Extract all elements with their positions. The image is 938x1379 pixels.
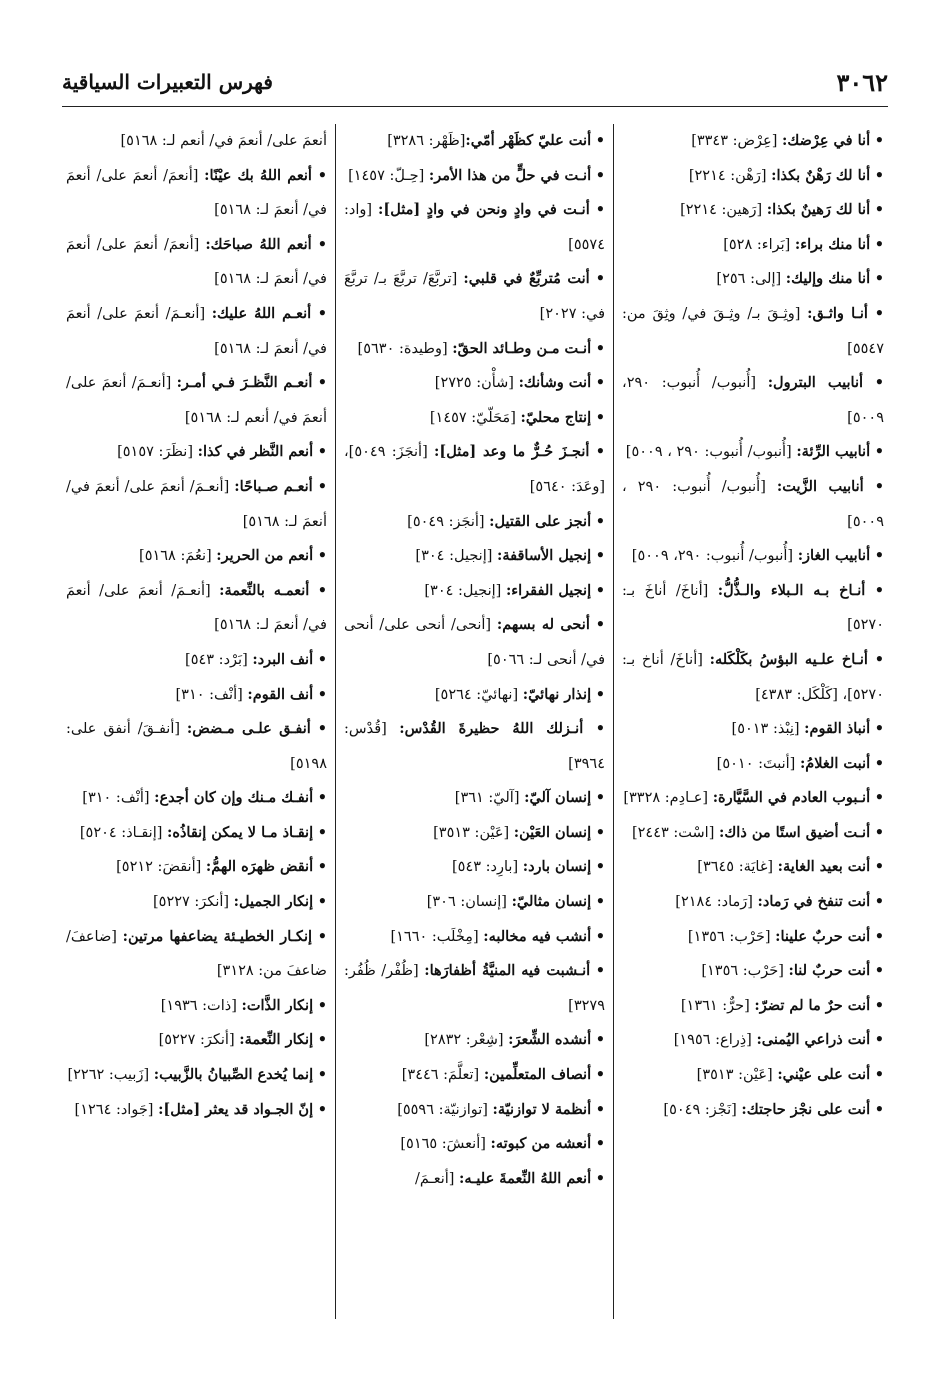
entry-bullet: • — [317, 789, 327, 807]
index-entry — [66, 1058, 327, 1093]
entry-bullet: • — [874, 166, 884, 184]
entry-reference: [أنفـقَ/ أنفق على: ٥١٩٨] — [66, 721, 327, 772]
entry-reference: [أناخَ/ أناخ بـ: ٥٢٧٠]، [كَلْكَل: ٤٣٨٣] — [622, 651, 884, 703]
index-entry — [622, 712, 884, 747]
entry-term: أنـشبت فيه المنيَّةُ أظفارَها: — [424, 962, 591, 980]
index-columns — [58, 124, 892, 1319]
entry-reference: [أنعشَ: ٥١٦٥] — [400, 1136, 491, 1153]
entry-term: إنذار نهائيّ: — [522, 685, 592, 703]
entry-term: أنعشه من كبوته: — [490, 1135, 592, 1153]
entry-term: أنقض ظهرَه الهمُّ: — [205, 858, 314, 876]
entry-bullet: • — [317, 166, 328, 184]
entry-reference: [إنجيل: ٣٠٤] — [424, 582, 506, 599]
entry-bullet: • — [595, 547, 605, 565]
entry-bullet: • — [595, 720, 605, 738]
entry-reference: أنعمَ على/ أنعمَ في/ أنعم لـ: ٥١٦٨] — [120, 133, 327, 149]
index-entry — [66, 470, 327, 539]
running-title: فهرس التعبيرات السياقية — [62, 70, 273, 94]
entry-reference: [وطيدة: ٥٦٣٠] — [357, 340, 453, 357]
index-entry — [344, 366, 605, 401]
entry-reference: [أنعمَ/ أنعمَ على/ أنعمَ في/ أنعمَ لـ: ٥١٦٨] — [66, 236, 327, 288]
entry-bullet: • — [874, 581, 885, 599]
entry-term: أنصاف المتعلِّمين: — [483, 1066, 592, 1084]
index-entry — [344, 816, 605, 851]
entry-term: أنت وشأنك: — [518, 374, 592, 392]
entry-reference: [أنجَزَ: ٥٠٤٩]، [وعَدَ: ٥٦٤٠] — [344, 444, 605, 495]
entry-reference: [أنْف: ٣١٠] — [175, 686, 248, 703]
entry-reference: [ضاعفَ/ ضاعفَ من: ٣١٢٨] — [66, 928, 327, 980]
entry-term: أنجـزَ حُـرٌّ ما وعد [مثل]: — [434, 443, 590, 461]
entry-term: أنت على نجْز حاجتك: — [741, 1100, 871, 1118]
index-entry — [622, 1023, 884, 1058]
entry-reference: [أُنبوب/ أُنبوب: ٢٩٠، ٥٠٠٩] — [631, 548, 798, 565]
index-entry — [622, 954, 884, 989]
index-entry — [622, 124, 884, 159]
index-entry — [344, 539, 605, 574]
entry-reference: [أنعمَ/ أنعمَ على/ أنعمَ في/ أنعمَ لـ: ٥١٦٨] — [66, 167, 327, 219]
entry-term: أنعـم النَّظـرَ فـي أمـر: — [176, 374, 313, 392]
index-entry — [66, 228, 327, 297]
index-entry — [66, 816, 327, 851]
index-entry — [344, 1058, 605, 1093]
index-entry — [344, 850, 605, 885]
entry-term: أنظمة لا توازنيّة: — [492, 1100, 592, 1118]
entry-term: أنشده الشِّعرَ: — [508, 1031, 592, 1049]
index-entry — [344, 781, 605, 816]
entry-term: أنا منك وإليك: — [785, 270, 871, 288]
index-entry — [66, 435, 327, 470]
entry-reference: [رَهين: ٢٢١٤] — [680, 202, 767, 219]
entry-term: أنا لك رَهْنٌ بكذا: — [771, 166, 871, 184]
entry-term: أنـت أضيق استًا من ذاك: — [718, 823, 871, 841]
entry-bullet: • — [317, 858, 327, 876]
entry-term: أنعم اللهُ صباحَك: — [205, 235, 312, 253]
entry-bullet: • — [595, 581, 605, 599]
entry-reference: [عَيْن: ٣٥١٣] — [433, 824, 514, 841]
entry-bullet: • — [874, 547, 884, 565]
entry-bullet: • — [595, 927, 605, 945]
index-entry — [622, 1058, 884, 1093]
entry-term: أنعم اللهُ بك عيْنًا: — [204, 166, 312, 184]
entry-bullet: • — [317, 927, 328, 945]
entry-term: أنشب فيه مخالبه: — [483, 927, 592, 945]
entry-reference: [حِـلّ: ١٤٥٧] — [348, 167, 429, 184]
entry-bullet: • — [317, 720, 328, 738]
entry-bullet: • — [874, 962, 884, 980]
entry-bullet: • — [595, 1031, 605, 1049]
entry-bullet: • — [874, 132, 884, 149]
index-entry — [66, 159, 327, 228]
entry-term: أنابيب الغاز: — [797, 547, 871, 565]
index-entry — [66, 850, 327, 885]
entry-bullet: • — [317, 547, 327, 565]
page-header — [62, 58, 888, 107]
entry-term: أنـزلك اللهُ حظيرةَ القُدْس: — [399, 720, 584, 738]
entry-reference: [بَراء: ٥٢٨] — [723, 236, 795, 253]
entry-bullet: • — [874, 1066, 884, 1084]
entry-reference: [إلى: ٢٥٦] — [716, 271, 786, 288]
entry-bullet: • — [874, 374, 884, 392]
entry-reference: [نعُمَ: ٥١٦٨] — [139, 548, 217, 565]
entry-reference: [ظُفْر/ ظُفُر: ٣٢٧٩] — [344, 963, 605, 1014]
entry-reference: [عـادِم: ٣٣٢٨] — [623, 790, 713, 807]
entry-term: أنابيب الرِّئة: — [796, 443, 871, 461]
index-entry — [66, 366, 327, 435]
entry-term: أنعـم صـباحًا: — [234, 477, 313, 495]
entry-reference: [عَيْن: ٣٥١٣] — [696, 1067, 778, 1084]
entry-term: أنت ذراعي اليُمنى: — [756, 1031, 871, 1049]
entry-bullet: • — [874, 477, 884, 495]
entry-bullet: • — [317, 235, 328, 253]
index-entry — [622, 228, 884, 263]
entry-reference: [أنعـمَ/ أنعمَ على/ أنعمَ في/ أنعمَ لـ: ٥١٦٨] — [66, 478, 327, 530]
entry-bullet: • — [874, 823, 884, 841]
entry-term: أنعم من الحرير: — [216, 547, 314, 565]
index-entry — [66, 989, 327, 1024]
entry-reference: [نِبْذ: ٥٠١٣] — [731, 721, 805, 738]
entry-term: أنف البرد: — [252, 650, 314, 668]
entry-term: أنـت في حلٍّ من هذا الأمر: — [428, 166, 592, 184]
index-entry — [622, 366, 884, 435]
entry-bullet: • — [595, 962, 606, 980]
entry-bullet: • — [595, 339, 605, 357]
entry-term: إنسان العَيْن: — [513, 823, 592, 841]
index-entry — [344, 401, 605, 436]
index-entry — [66, 1023, 327, 1058]
entry-term: أنفـك مـنك وإن كان أجدع: — [154, 789, 314, 807]
entry-reference: [شِعْر: ٢٨٣٢] — [424, 1032, 509, 1049]
entry-term: أنا منك براء: — [794, 235, 871, 253]
index-entry — [622, 920, 884, 955]
entry-bullet: • — [595, 512, 605, 530]
entry-term: أنفـق علـى مـضض: — [186, 720, 311, 738]
index-entry — [344, 574, 605, 609]
entry-term: أنـاخ بـه الـبلاء والـذُّلُّ: — [717, 581, 866, 599]
entry-term: إنسان آليّ: — [524, 789, 592, 807]
index-entry — [344, 608, 605, 677]
entry-bullet: • — [874, 650, 885, 668]
entry-reference: [أنكرَ: ٥٢٢٧] — [152, 894, 234, 911]
index-entry — [344, 332, 605, 367]
page-number: ٣٠٦٢ — [836, 67, 888, 97]
entry-term: أنباذ القوم: — [804, 720, 871, 738]
entry-bullet: • — [317, 1066, 327, 1084]
entry-bullet: • — [874, 927, 884, 945]
entry-bullet: • — [595, 132, 605, 149]
entry-reference: [ذات: ١٩٣٦] — [160, 997, 242, 1014]
entry-bullet: • — [317, 477, 327, 495]
index-entry — [622, 159, 884, 194]
index-entry — [622, 850, 884, 885]
entry-bullet: • — [595, 1135, 605, 1153]
index-entry — [622, 747, 884, 782]
entry-reference: [نظَرَ: ٥١٥٧] — [117, 444, 198, 461]
index-entry — [66, 781, 327, 816]
entry-term: إنكار الذَّات: — [241, 996, 314, 1014]
entry-term: أنجز على القتيل: — [489, 512, 592, 530]
entry-reference: [عِرْض: ٣٣٤٣] — [691, 133, 782, 149]
entry-bullet: • — [595, 1169, 605, 1187]
entry-term: أنابيب الزَّيت: — [776, 477, 864, 495]
entry-term: أنعم النَّظر في كذا: — [197, 443, 314, 461]
entry-bullet: • — [874, 304, 884, 322]
index-entry — [622, 297, 884, 366]
entry-reference: [نَجْز: ٥٠٤٩] — [663, 1101, 742, 1118]
entry-bullet: • — [595, 270, 606, 288]
entry-bullet: • — [874, 996, 884, 1014]
entry-bullet: • — [317, 823, 327, 841]
entry-bullet: • — [874, 1100, 884, 1118]
entry-term: أنعمـه بالنِّعمة: — [219, 581, 310, 599]
entry-bullet: • — [595, 858, 605, 876]
entry-term: أنت تنفخ في رَماد: — [757, 893, 871, 911]
entry-term: أنـت في وادٍ ونحن في وادٍ [مثل]: — [378, 201, 590, 219]
entry-reference: [أنْف: ٣١٠] — [82, 790, 155, 807]
entry-term: أنـاخ علـيه البؤسُ بكَلْكَله: — [709, 650, 868, 668]
entry-bullet: • — [595, 789, 605, 807]
entry-reference: [أناخَ/ أناخَ بـ: ٥٢٧٠] — [622, 582, 884, 634]
entry-reference: [رَماد: ٢١٨٤] — [675, 894, 758, 911]
index-entry — [622, 539, 884, 574]
entry-bullet: • — [874, 754, 884, 772]
entry-term: إنكار النِّعمة: — [239, 1031, 314, 1049]
entry-bullet: • — [595, 408, 605, 426]
entry-reference: [أنكرَ: ٥٢٢٧] — [158, 1032, 240, 1049]
entry-term: إنما يُخدع الصِّبيانُ بالزَّبيب: — [153, 1066, 314, 1084]
entry-bullet: • — [595, 443, 605, 461]
entry-reference: [أنحى/ أنحى على/ أنحى في/ أنحى لـ: ٥٠٦٦] — [344, 617, 605, 668]
entry-reference: [إنسان: ٣٠٦] — [426, 894, 512, 911]
entry-reference: [بَرْد: ٥٤٣] — [185, 651, 253, 668]
entry-bullet: • — [317, 650, 327, 668]
entry-term: أنابيب البترول: — [767, 374, 864, 392]
entry-bullet: • — [595, 685, 605, 703]
column-middle — [336, 124, 614, 1319]
entry-term: إنسان بارد: — [522, 858, 592, 876]
entry-reference: [مِخْلَب: ١٦٦٠] — [390, 928, 484, 945]
index-entry — [344, 124, 605, 159]
index-entry — [344, 1093, 605, 1128]
entry-reference: [آليّ: ٣٦١] — [454, 790, 525, 807]
entry-bullet: • — [317, 374, 327, 392]
index-entry — [66, 124, 327, 159]
entry-reference: [أنبتَ: ٥٠١٠] — [716, 755, 800, 772]
index-entry — [344, 1127, 605, 1162]
entry-reference: [مَحَلّيّ: ١٤٥٧] — [429, 409, 521, 426]
entry-term: أنت بعيد الغاية: — [777, 858, 871, 876]
entry-reference: [ذِراع: ١٩٥٦] — [673, 1032, 757, 1049]
entry-bullet: • — [874, 789, 884, 807]
entry-bullet: • — [317, 1100, 327, 1118]
entry-term: إنكـار الخطيـئة يضاعفها مرتين: — [122, 927, 313, 945]
entry-term: إنجيل الفقراء: — [505, 581, 592, 599]
index-entry — [344, 954, 605, 1023]
entry-bullet: • — [595, 1100, 605, 1118]
index-entry — [344, 1162, 605, 1197]
entry-term: أنـت مـن وطـائد الحقّ: — [452, 339, 592, 357]
entry-bullet: • — [317, 443, 327, 461]
entry-term: أنف القوم: — [247, 685, 314, 703]
entry-reference: [جَواد: ١٢٦٤] — [74, 1101, 159, 1118]
entry-reference: [أُنبوب/ أُنبوب: ٢٩٠، ٥٠٠٩] — [622, 375, 884, 426]
entry-term: إنجيل الأساقفة: — [497, 547, 592, 565]
entry-term: أنت حربٌ لنا: — [788, 962, 871, 980]
entry-bullet: • — [317, 893, 327, 911]
entry-reference: [وثِـقَ بـ/ وثِـقَ في/ وثِقَ من: ٥٥٤٧] — [622, 305, 884, 357]
entry-term: أنحى له بسهم: — [496, 616, 590, 634]
entry-term: أنت حرٌ ما لم تضرّ: — [754, 996, 871, 1014]
index-entry — [66, 643, 327, 678]
entry-reference: [أنعـمَ/ أنعمَ على/ أنعمَ في/ أنعم لـ: ٥١٦٨] — [66, 375, 327, 426]
entry-reference: [بارِد: ٥٤٣] — [451, 859, 523, 876]
entry-bullet: • — [317, 581, 327, 599]
entry-bullet: • — [874, 858, 884, 876]
entry-term: أنعـم اللهُ عليك: — [211, 304, 312, 322]
entry-reference: [إنجيل: ٣٠٤] — [415, 548, 498, 565]
entry-reference: [أنعـمَ/ أنعمَ على/ أنعمَ في/ أنعمَ لـ: ٥١٦٨] — [66, 582, 327, 634]
entry-reference: [حَرْب: ١٣٥٦] — [701, 963, 789, 980]
index-entry — [344, 712, 605, 781]
entry-reference: [حَرْب: ١٣٥٦] — [687, 928, 776, 945]
entry-reference: [ظَهْر: ٣٢٨٦] — [387, 133, 466, 149]
entry-reference: [أنقضَ: ٥٢١٢] — [116, 859, 206, 876]
entry-reference: [تعلَّمَ: ٣٤٤٦] — [401, 1067, 484, 1084]
entry-term: أنـا واثـق: — [807, 304, 868, 322]
entry-reference: [زَبيب: ٢٢٦٢] — [67, 1067, 154, 1084]
entry-reference: [اسْت: ٢٤٤٣] — [631, 824, 719, 841]
index-entry — [622, 1093, 884, 1128]
entry-term: أنـبوب العادم في السَّيَّارة: — [712, 789, 871, 807]
entry-bullet: • — [874, 893, 884, 911]
index-entry — [344, 678, 605, 713]
index-entry — [66, 574, 327, 643]
index-entry — [66, 539, 327, 574]
index-entry — [622, 643, 884, 712]
index-entry — [622, 885, 884, 920]
index-entry — [344, 159, 605, 194]
column-right — [614, 124, 892, 1319]
entry-term: أنبت الغلامُ: — [799, 754, 871, 772]
column-left — [58, 124, 336, 1319]
index-entry — [344, 262, 605, 331]
entry-term: إنكار الجميل: — [233, 893, 314, 911]
entry-reference: [نهائيّ: ٥٢٦٤] — [434, 686, 523, 703]
entry-reference: [شأْن: ٢٧٢٥] — [434, 375, 519, 392]
entry-bullet: • — [595, 201, 606, 219]
index-entry — [344, 435, 605, 504]
index-entry — [622, 470, 884, 539]
entry-reference: [إنقـاذ: ٥٢٠٤] — [79, 824, 167, 841]
index-entry — [622, 781, 884, 816]
entry-reference: [أُنبوب/ أُنبوب: ٢٩٠ ، ٥٠٠٩] — [622, 478, 884, 530]
entry-bullet: • — [874, 1031, 884, 1049]
entry-bullet: • — [317, 304, 328, 322]
entry-bullet: • — [595, 823, 605, 841]
entry-reference: [رَهْن: ٢٢١٤] — [688, 167, 772, 184]
index-entry — [622, 816, 884, 851]
entry-bullet: • — [874, 235, 884, 253]
entry-term: أنا في عِرْضك: — [781, 132, 871, 149]
entry-bullet: • — [874, 443, 884, 461]
entry-bullet: • — [595, 1066, 605, 1084]
index-entry — [344, 193, 605, 262]
entry-term: إنتاج محليّ: — [520, 408, 592, 426]
entry-term: إنقـاذ مـا لا يمكن إنقاذُه: — [167, 823, 314, 841]
entry-reference: [أنعـمَ/ أنعمَ على/ أنعمَ في/ أنعمَ لـ: ٥١٦٨] — [66, 305, 327, 357]
entry-reference: [تربَّعَ/ تربَّعَ بـ/ تربَّعَ في: ٢٠٢٧] — [344, 271, 605, 322]
entry-term: أنت على عيْني: — [777, 1066, 871, 1084]
entry-reference: [أُنبوب/ أُنبوب: ٢٩٠ ، ٥٠٠٩] — [625, 444, 797, 461]
entry-bullet: • — [874, 201, 884, 219]
entry-term: أنا لك رَهينٌ بكذا: — [766, 201, 871, 219]
entry-reference: [أنجَز: ٥٠٤٩] — [407, 513, 490, 530]
entry-bullet: • — [874, 270, 884, 288]
entry-term: أنت مُتربِّعٌ في قلبي: — [463, 270, 590, 288]
entry-term: أنت عليّ كظَهْر أمّي: — [465, 132, 592, 149]
index-entry — [66, 1093, 327, 1128]
index-entry — [66, 712, 327, 781]
entry-bullet: • — [317, 996, 327, 1014]
index-entry — [344, 920, 605, 955]
entry-bullet: • — [595, 374, 605, 392]
entry-reference: [توازنيّة: ٥٥٩٦] — [397, 1101, 493, 1118]
index-entry — [622, 193, 884, 228]
index-entry — [66, 920, 327, 989]
entry-reference: [واد: ٥٥٧٤] — [344, 202, 605, 253]
entry-reference: [غايَة: ٣٦٤٥] — [697, 859, 778, 876]
index-entry — [66, 297, 327, 366]
entry-term: إنسان مثاليّ: — [511, 893, 592, 911]
entry-bullet: • — [595, 893, 605, 911]
entry-reference: [حرٌّ: ١٣٦١] — [680, 997, 755, 1014]
entry-bullet: • — [595, 166, 605, 184]
entry-reference: [قُدْس: ٣٩٦٤] — [344, 721, 605, 772]
index-entry — [622, 435, 884, 470]
entry-term: أنت حربٌ علينا: — [775, 927, 871, 945]
index-entry — [66, 678, 327, 713]
entry-reference: [أنعـمَ/ — [414, 1170, 460, 1187]
entry-bullet: • — [317, 1031, 327, 1049]
entry-bullet: • — [595, 616, 605, 634]
entry-term: أنعم اللهُ النِّعمةَ عليـه: — [459, 1169, 592, 1187]
entry-term: إنّ الجـواد قد يعثر [مثل]: — [158, 1100, 314, 1118]
index-entry — [66, 885, 327, 920]
index-entry — [622, 574, 884, 643]
index-entry — [344, 885, 605, 920]
index-entry — [344, 505, 605, 540]
entry-bullet: • — [317, 685, 327, 703]
entry-bullet: • — [874, 720, 884, 738]
index-entry — [622, 262, 884, 297]
index-entry — [622, 989, 884, 1024]
index-entry — [344, 1023, 605, 1058]
